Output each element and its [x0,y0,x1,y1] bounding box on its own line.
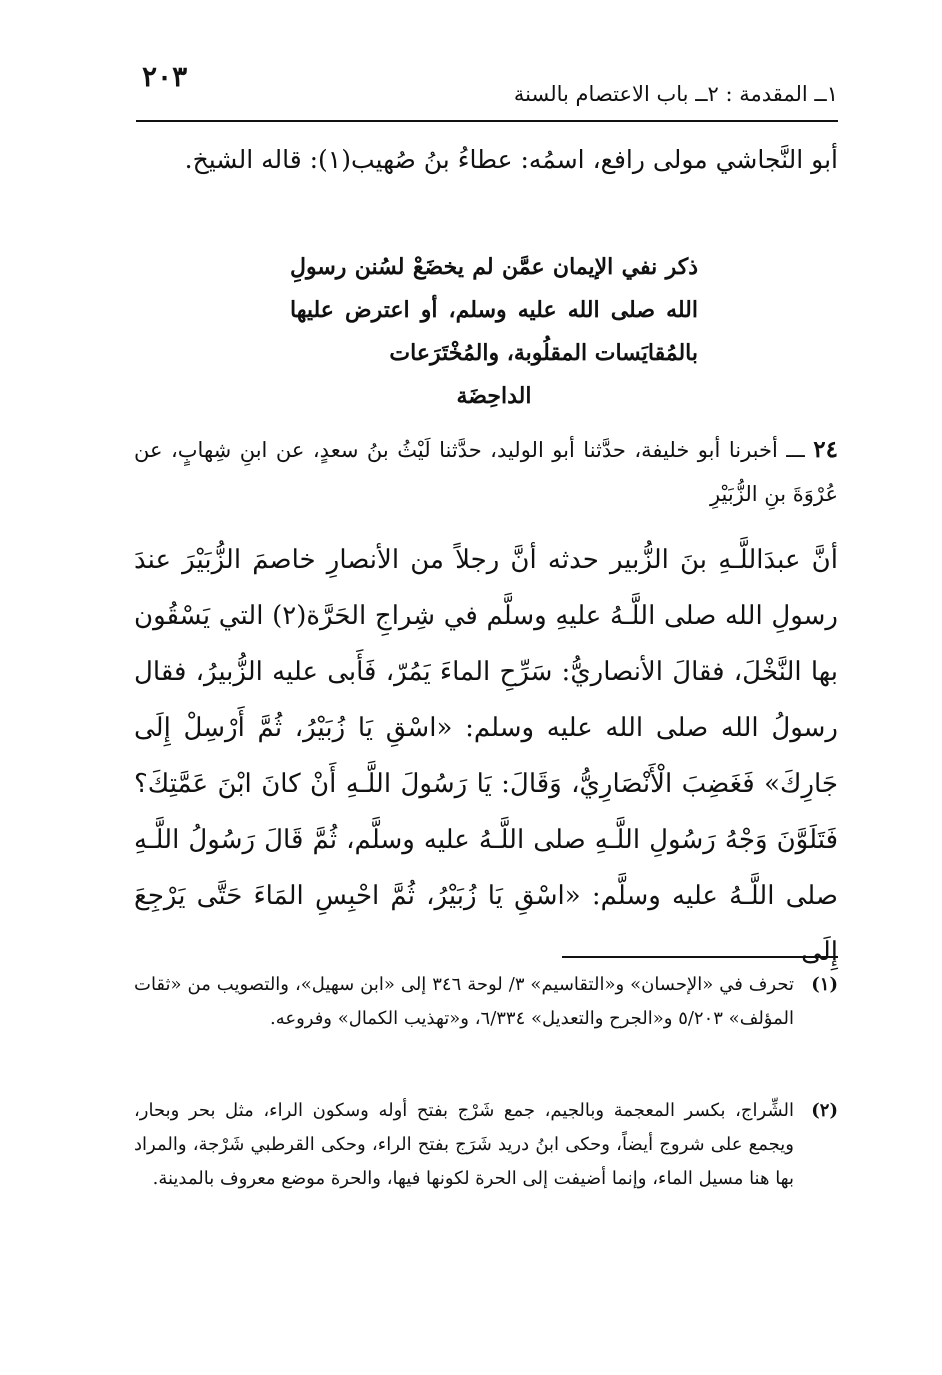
hadith-matn: أنَّ عبدَاللَّـهِ بنَ الزُّبير حدثه أنَّ رجلاً من الأنصارِ خاصمَ الزُّبَيْرَ عندَ رسولِ الله صلى اللَّـهُ عليهِ وسلَّم في شِراجِ الحَرَّة(٢) التي يَسْقُون بها النَّخْلَ، فقالَ الأنصاريُّ: سَرِّحِ الماءَ يَمُرّ، فَأَبى عليه الزُّبيرُ، فقال رسولُ الله صلى الله عليه وسلم: «اسْقِ يَا زُبَيْرُ، ثُمَّ أَرْسِلْ إِلَى جَارِكَ» فَغَضِبَ الْأَنْصَارِيُّ، وَقَالَ: يَا رَسُولَ اللَّـهِ أَنْ كانَ ابْنَ عَمَّتِكَ؟ فَتَلَوَّنَ وَجْهُ رَسُولِ اللَّـهِ صلى اللَّـهُ عليه وسلَّم، ثُمَّ قَالَ رَسُولُ اللَّـهِ صلى اللَّـهُ عليه وسلَّم: «اسْقِ يَا زُبَيْرُ، ثُمَّ احْبِسِ المَاءَ حَتَّى يَرْجِعَ إِلَى [134,545,838,967]
footnote-marker: (٢) [811,1100,838,1121]
hadith-isnad [134,428,838,516]
section-heading-main: ذكر نفي الإيمان عمَّن لم يخضَعْ لسُنن رسولِ الله صلى الله عليه وسلم، أو اعترض عليها بالمُقايَسات المقلُوبة، والمُخْتَرَعات [290,254,698,366]
footnote-text: تحرف في «الإحسان» و«التقاسيم» ٣/ لوحة ٣٤٦ إلى «ابن سهيل»، والتصويب من «ثقات المؤلف» ٥/٢٠٣ و«الجرح والتعديل» ٦/٣٣٤، و«تهذيب الكمال» وفروعه. [134,974,794,1029]
footnote-marker: (١) [811,974,838,995]
running-head: ١ــ المقدمة : ٢ــ باب الاعتصام بالسنة [513,82,838,106]
footnote-2 [134,1094,838,1196]
section-heading-last-line: الداحِضَة [456,383,532,409]
footnote-text: الشِّراج، بكسر المعجمة وبالجيم، جمع شَرْج بفتح أوله وسكون الراء، مثل بحر وبحار، ويجمع على شروج أيضاً، وحكى ابنُ دريد شَرَج بفتح الراء، وحكى القرطبي شَرْجة، والمراد بها هنا مسيل الماء، وإنما أضيفت إلى الحرة لكونها فيها، والحرة موضع معروف بالمدينة. [134,1100,794,1189]
footnote-separator [562,956,838,958]
page-header [136,58,838,118]
footnote-1 [134,968,838,1036]
hadith-number: ٢٤ [813,436,838,463]
isnad-text: ـــ أخبرنا أبو خليفة، حدَّثنا أبو الوليد، حدَّثنا لَيْثُ بنُ سعدٍ، عن ابنِ شِهابٍ، عن عُرْوَةَ بنِ الزُّبَيْرِ [134,438,838,506]
section-heading [290,246,698,418]
intro-paragraph: أبو النَّجاشي مولى رافع، اسمُه: عطاءُ بنُ صُهيب(١): قاله الشيخ. [184,145,838,174]
header-rule [136,120,838,122]
page-number: ٢٠٣ [142,60,188,93]
